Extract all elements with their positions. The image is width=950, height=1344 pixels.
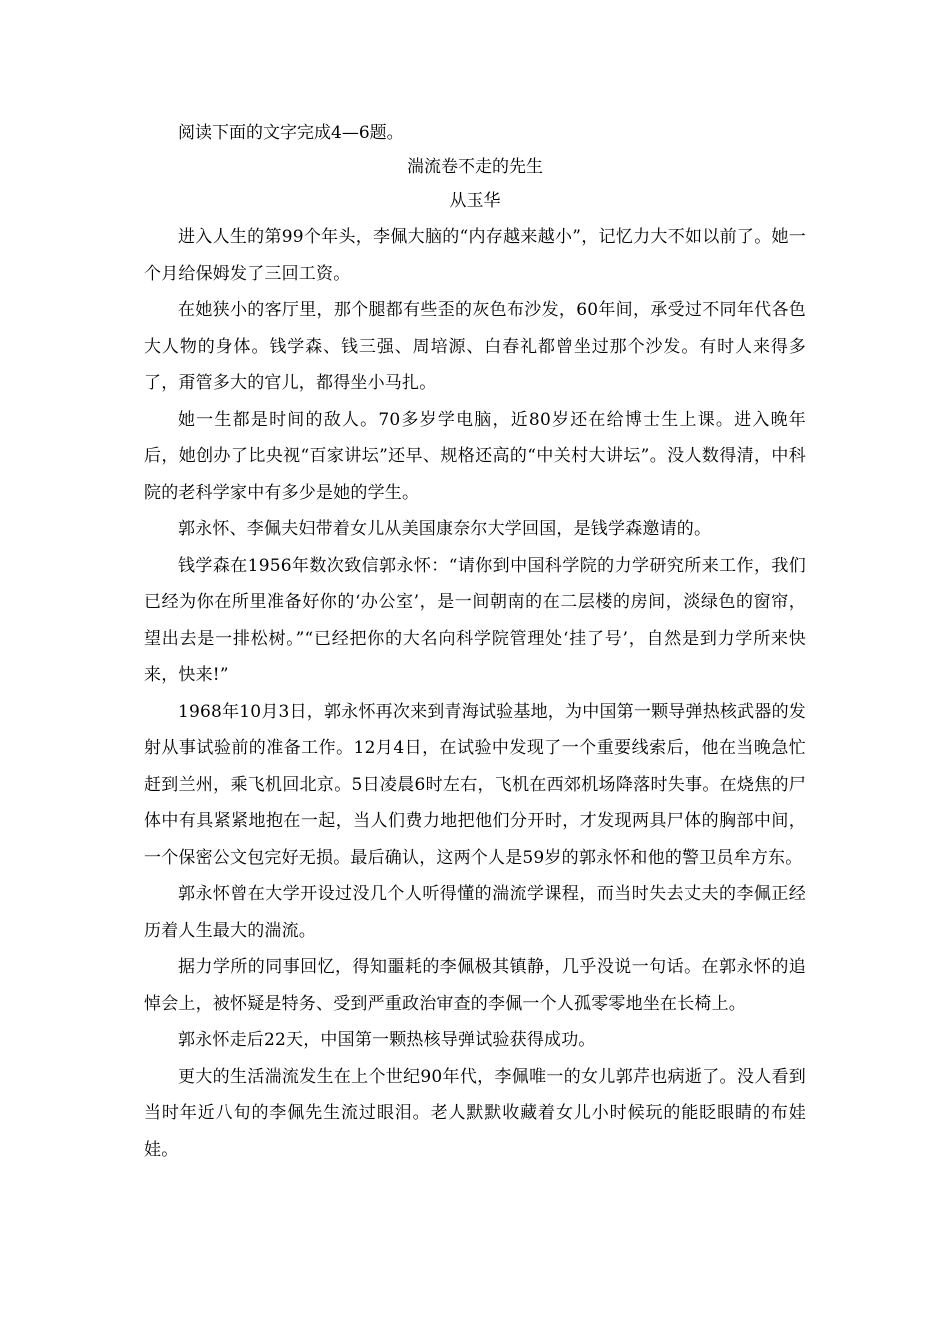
paragraph: 郭永怀、李佩夫妇带着女儿从美国康奈尔大学回国，是钱学森邀请的。 xyxy=(178,519,712,539)
paragraph: 进入人生的第99个年头，李佩大脑的“内存越来越小”，记忆力大不如以前了。她一个月给保姆发了三回工资。 xyxy=(144,227,806,284)
paragraph: 钱学森在1956年数次致信郭永怀：“请你到中国科学院的力学研究所来工作，我们已经为你在所里准备好你的‘办公室’，是一间朝南的在二层楼的房间，淡绿色的窗帘，望出去是一排松树。”“已经把你的大名向科学院管理处‘挂了号’，自然是到力学所来快来，快来!” xyxy=(144,555,806,685)
article-body xyxy=(144,219,806,1168)
paragraph: 1968年10月3日，郭永怀再次来到青海试验基地，为中国第一颗导弹热核武器的发射从事试验前的准备工作。12月4日，在试验中发现了一个重要线索后，他在当晚急忙赶到兰州，乘飞机回北京。5日凌晨6时左右，飞机在西郊机场降落时失事。在烧焦的尸体中有具紧紧地抱在一起，当人们费力地把他们分开时，才发现两具尸体的胸部中间，一个保密公文包完好无损。最后确认，这两个人是59岁的郭永怀和他的警卫员牟方东。 xyxy=(144,701,806,868)
article-author: 从玉华 xyxy=(449,191,501,211)
paragraph: 更大的生活湍流发生在上个世纪90年代，李佩唯一的女儿郭芹也病逝了。没人看到当时年近八旬的李佩先生流过眼泪。老人默默收藏着女儿小时候玩的能眨眼睛的布娃娃。 xyxy=(144,1066,806,1160)
paragraph: 她一生都是时间的敌人。70多岁学电脑，近80岁还在给博士生上课。进入晚年后，她创办了比央视“百家讲坛”还早、规格还高的“中关村大讲坛”。没人数得清，中科院的老科学家中有多少是她的学生。 xyxy=(144,409,806,503)
article-title: 湍流卷不走的先生 xyxy=(407,157,543,177)
paragraph: 在她狭小的客厅里，那个腿都有些歪的灰色布沙发，60年间，承受过不同年代各色大人物的身体。钱学森、钱三强、周培源、白春礼都曾坐过那个沙发。有时人来得多了，甭管多大的官儿，都得坐小马扎。 xyxy=(144,300,806,393)
reading-instruction: 阅读下面的文字完成4—6题。 xyxy=(178,123,404,143)
paragraph: 郭永怀走后22天，中国第一颗热核导弹试验获得成功。 xyxy=(178,1030,596,1050)
paragraph: 郭永怀曾在大学开设过没几个人听得懂的湍流学课程，而当时失去丈夫的李佩正经历着人生最大的湍流。 xyxy=(144,884,806,941)
paragraph: 据力学所的同事回忆，得知噩耗的李佩极其镇静，几乎没说一句话。在郭永怀的追悼会上，被怀疑是特务、受到严重政治审查的李佩一个人孤零零地坐在长椅上。 xyxy=(144,957,806,1014)
